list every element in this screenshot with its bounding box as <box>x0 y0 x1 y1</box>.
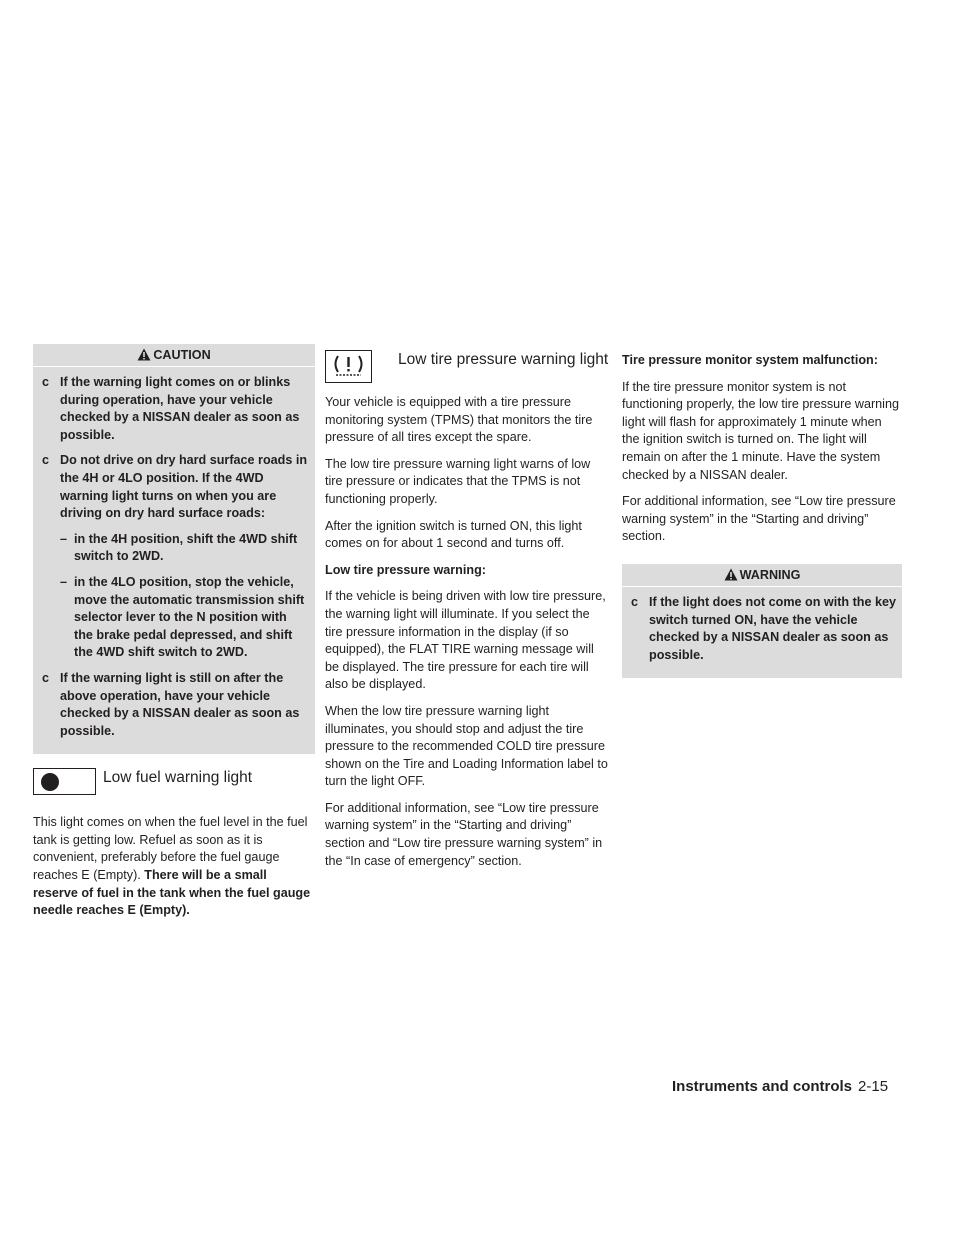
tire-p4: If the vehicle is being driven with low tire pressure, the warning light will illuminate. If you select the tire pressure information in the display (if so equipped), the FLAT TIRE warning message will be displayed. The tire pressure for each tire will also be displayed. <box>325 589 606 692</box>
tire-p2: The low tire pressure warning light warns of low tire pressure or indicates that the TPMS is not functioning properly. <box>325 456 591 506</box>
tire-p6: For additional information, see “Low tire pressure warning system” in the “Starting and driving” section and “Low tire pressure warning system” in the “In case of emergency” section. <box>325 800 603 868</box>
footer-section: Instruments and controls <box>672 1078 853 1095</box>
warning-title: WARNING <box>622 564 902 587</box>
caution-title: CAUTION <box>33 344 315 367</box>
warning-triangle-icon <box>137 348 151 361</box>
column-right <box>622 344 902 678</box>
column-left <box>33 344 315 929</box>
tire-pressure-icon <box>325 350 372 383</box>
fuel-warning-icon <box>33 768 96 795</box>
dash-mark: – <box>60 531 68 546</box>
warning-triangle-icon <box>724 568 738 581</box>
caution-subitem-1: – in the 4H position, shift the 4WD shift switch to 2WD. <box>60 531 298 564</box>
fuel-heading <box>33 766 315 806</box>
bullet-mark: c <box>42 453 50 468</box>
tire-p1: Your vehicle is equipped with a tire pressure monitoring system (TPMS) that monitors the tire pressure of all tires except the spare. <box>325 395 593 445</box>
tire-heading <box>325 344 610 386</box>
caution-bullet-3: c If the warning light is still on after the above operation, have your vehicle checked by a NISSAN dealer as soon as possible. <box>42 670 300 738</box>
caution-bullet-2: c Do not drive on dry hard surface roads in the 4H or 4LO position. If the 4WD warning light turns on when you are driving on dry hard surface roads: <box>42 453 308 521</box>
page-footer <box>672 1078 908 1095</box>
tire-heading-text: Low tire pressure warning light <box>398 351 609 368</box>
malfunction-p1: If the tire pressure monitor system is not functioning properly, the low tire pressure warning light will flash for approximately 1 minute when the ignition switch is turned on. The light will remain on after the 1 minute. Have the system checked by a NISSAN dealer. <box>622 379 899 482</box>
caution-bullet-1: c If the warning light comes on or blinks during operation, have your vehicle checked by a NISSAN dealer as soon as possible. <box>42 375 300 442</box>
tire-subhead: Low tire pressure warning: <box>325 562 486 577</box>
column-middle <box>325 344 610 879</box>
bullet-mark: c <box>42 670 50 685</box>
caution-subitem-2: – in the 4LO position, stop the vehicle, move the automatic transmission shift selector lever to the N position with the brake pedal depressed, and shift the 4WD shift switch to 2WD. <box>60 574 305 660</box>
malfunction-subhead: Tire pressure monitor system malfunction: <box>622 353 878 367</box>
tire-p5: When the low tire pressure warning light illuminates, you should stop and adjust the tire pressure to the recommended COLD tire pressure shown on the Tire and Loading Information label to turn the light OFF. <box>325 703 608 789</box>
page-number: 2-15 <box>858 1078 889 1095</box>
warning-bullet: c If the light does not come on with the key switch turned ON, have the vehicle checked by a NISSAN dealer as soon as possible. <box>631 594 896 662</box>
dash-mark: – <box>60 574 68 589</box>
tire-p3: After the ignition switch is turned ON, this light comes on for about 1 second and turns off. <box>325 518 582 551</box>
malfunction-p2: For additional information, see “Low tire pressure warning system” in the “Starting and driving” section. <box>622 494 896 544</box>
fuel-drop-icon <box>34 769 95 794</box>
tire-exclamation-icon <box>326 351 371 382</box>
caution-box <box>33 344 315 754</box>
fuel-heading-text: Low fuel warning light <box>103 769 253 787</box>
warning-box <box>622 564 902 678</box>
bullet-mark: c <box>42 375 50 389</box>
fuel-body: This light comes on when the fuel level in the fuel tank is getting low. Refuel as soon as it is convenient, preferably before the fuel gauge reaches E (Empty). There will be a small reserve of fuel in the tank when the fuel gauge needle reaches E (Empty). <box>33 815 311 918</box>
bullet-mark: c <box>631 594 639 609</box>
